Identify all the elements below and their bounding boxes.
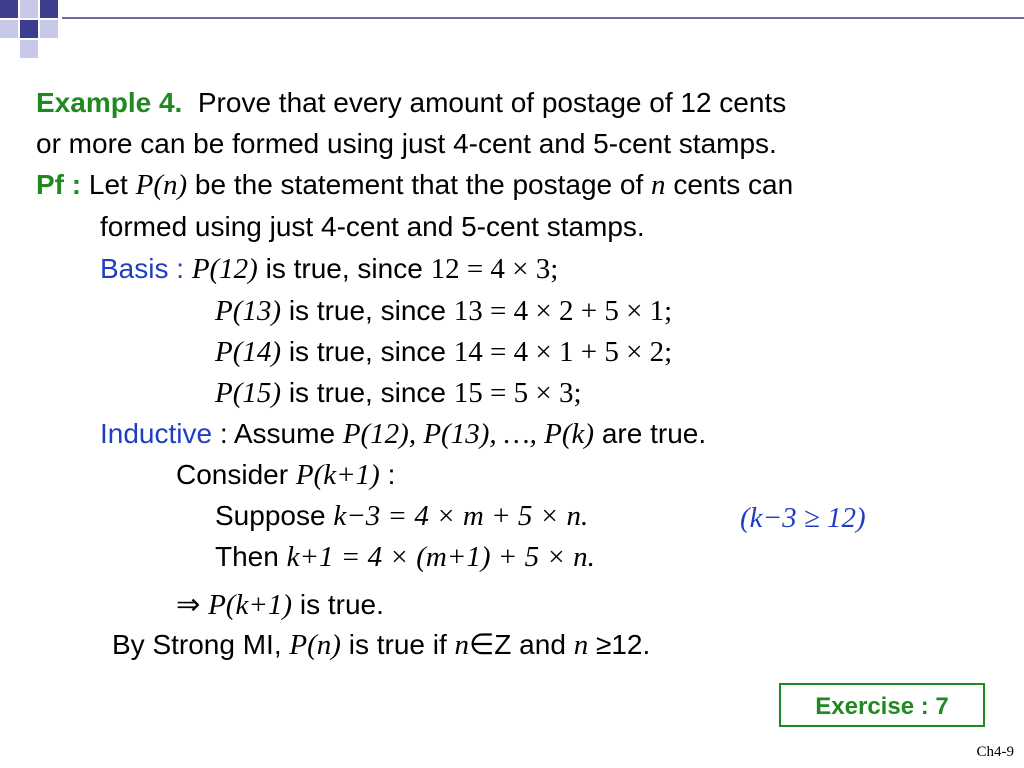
is-true-since: is true, since — [288, 377, 446, 408]
basis-label: Basis : — [100, 253, 185, 284]
example-text-1: Prove that every amount of postage of 12 cents — [197, 87, 787, 118]
element-of-symbol: ∈ — [469, 629, 495, 661]
math-pn: P(n) — [135, 169, 188, 201]
proof-label: Pf : — [36, 169, 82, 200]
exercise-box: Exercise : 7 — [779, 683, 985, 727]
top-divider-line — [62, 17, 1024, 19]
math-suppose-eq: k−3 = 4 × m + 5 × n. — [333, 500, 589, 532]
z-and-text: Z and — [494, 629, 566, 660]
is-true-if-text: is true if — [348, 629, 447, 660]
math-n-final: n — [454, 629, 470, 661]
math-eq-15: 15 = 5 × 3; — [453, 377, 582, 409]
is-true-since: is true, since — [265, 253, 423, 284]
condition-note: (k−3 ≥ 12) — [740, 502, 866, 534]
conclusion-line — [176, 588, 384, 622]
math-pk1-conclusion: P(k+1) — [208, 589, 293, 621]
math-pn-final: P(n) — [289, 629, 341, 661]
math-assumption: P(12), P(13), …, P(k) — [342, 418, 595, 450]
strong-mi-line — [112, 628, 650, 662]
example-heading-line — [36, 86, 786, 120]
inductive-line — [100, 417, 706, 451]
then-text: Then — [215, 541, 279, 572]
are-true-text: are true. — [601, 418, 707, 449]
basis-line-12 — [100, 252, 558, 286]
math-eq-13: 13 = 4 × 2 + 5 × 1; — [453, 295, 673, 327]
proof-text-formed: formed using just 4-cent and 5-cent stamps. — [100, 211, 645, 242]
proof-text-cents: cents can — [673, 169, 794, 200]
colon: : — [387, 459, 396, 490]
consider-text: Consider — [176, 459, 289, 490]
then-line — [215, 540, 595, 574]
math-eq-12: 12 = 4 × 3; — [430, 253, 559, 285]
is-true-since: is true, since — [288, 336, 446, 367]
proof-text-statement: be the statement that the postage of — [194, 169, 644, 200]
proof-line-1 — [36, 168, 793, 202]
math-n: n — [651, 169, 666, 201]
basis-line-15 — [215, 376, 582, 410]
strong-mi-text: By Strong MI, — [112, 629, 282, 660]
suppose-line — [215, 499, 588, 533]
is-true-since: is true, since — [288, 295, 446, 326]
proof-line-2 — [100, 210, 645, 244]
example-text-line-2 — [36, 127, 777, 161]
assume-text: : Assume — [219, 418, 336, 449]
math-p14: P(14) — [215, 336, 282, 368]
inductive-label: Inductive — [100, 418, 213, 449]
math-then-eq: k+1 = 4 × (m+1) + 5 × n. — [286, 541, 595, 573]
ge-12-text: ≥12. — [595, 629, 651, 660]
slide-footer: Ch4-9 — [976, 744, 1014, 760]
math-n-final-2: n — [573, 629, 589, 661]
suppose-text: Suppose — [215, 500, 326, 531]
basis-line-14 — [215, 335, 672, 369]
example-label: Example 4. — [36, 87, 183, 118]
implies-arrow: ⇒ — [176, 589, 201, 621]
example-text-2: or more can be formed using just 4-cent and 5-cent stamps. — [36, 128, 777, 159]
math-p13: P(13) — [215, 295, 282, 327]
is-true-text: is true. — [299, 589, 384, 620]
math-eq-14: 14 = 4 × 1 + 5 × 2; — [453, 336, 673, 368]
consider-line — [176, 458, 395, 492]
math-p15: P(15) — [215, 377, 282, 409]
math-p12: P(12) — [191, 253, 258, 285]
basis-line-13 — [215, 294, 672, 328]
proof-text-let: Let — [88, 169, 128, 200]
math-pk1: P(k+1) — [295, 459, 380, 491]
